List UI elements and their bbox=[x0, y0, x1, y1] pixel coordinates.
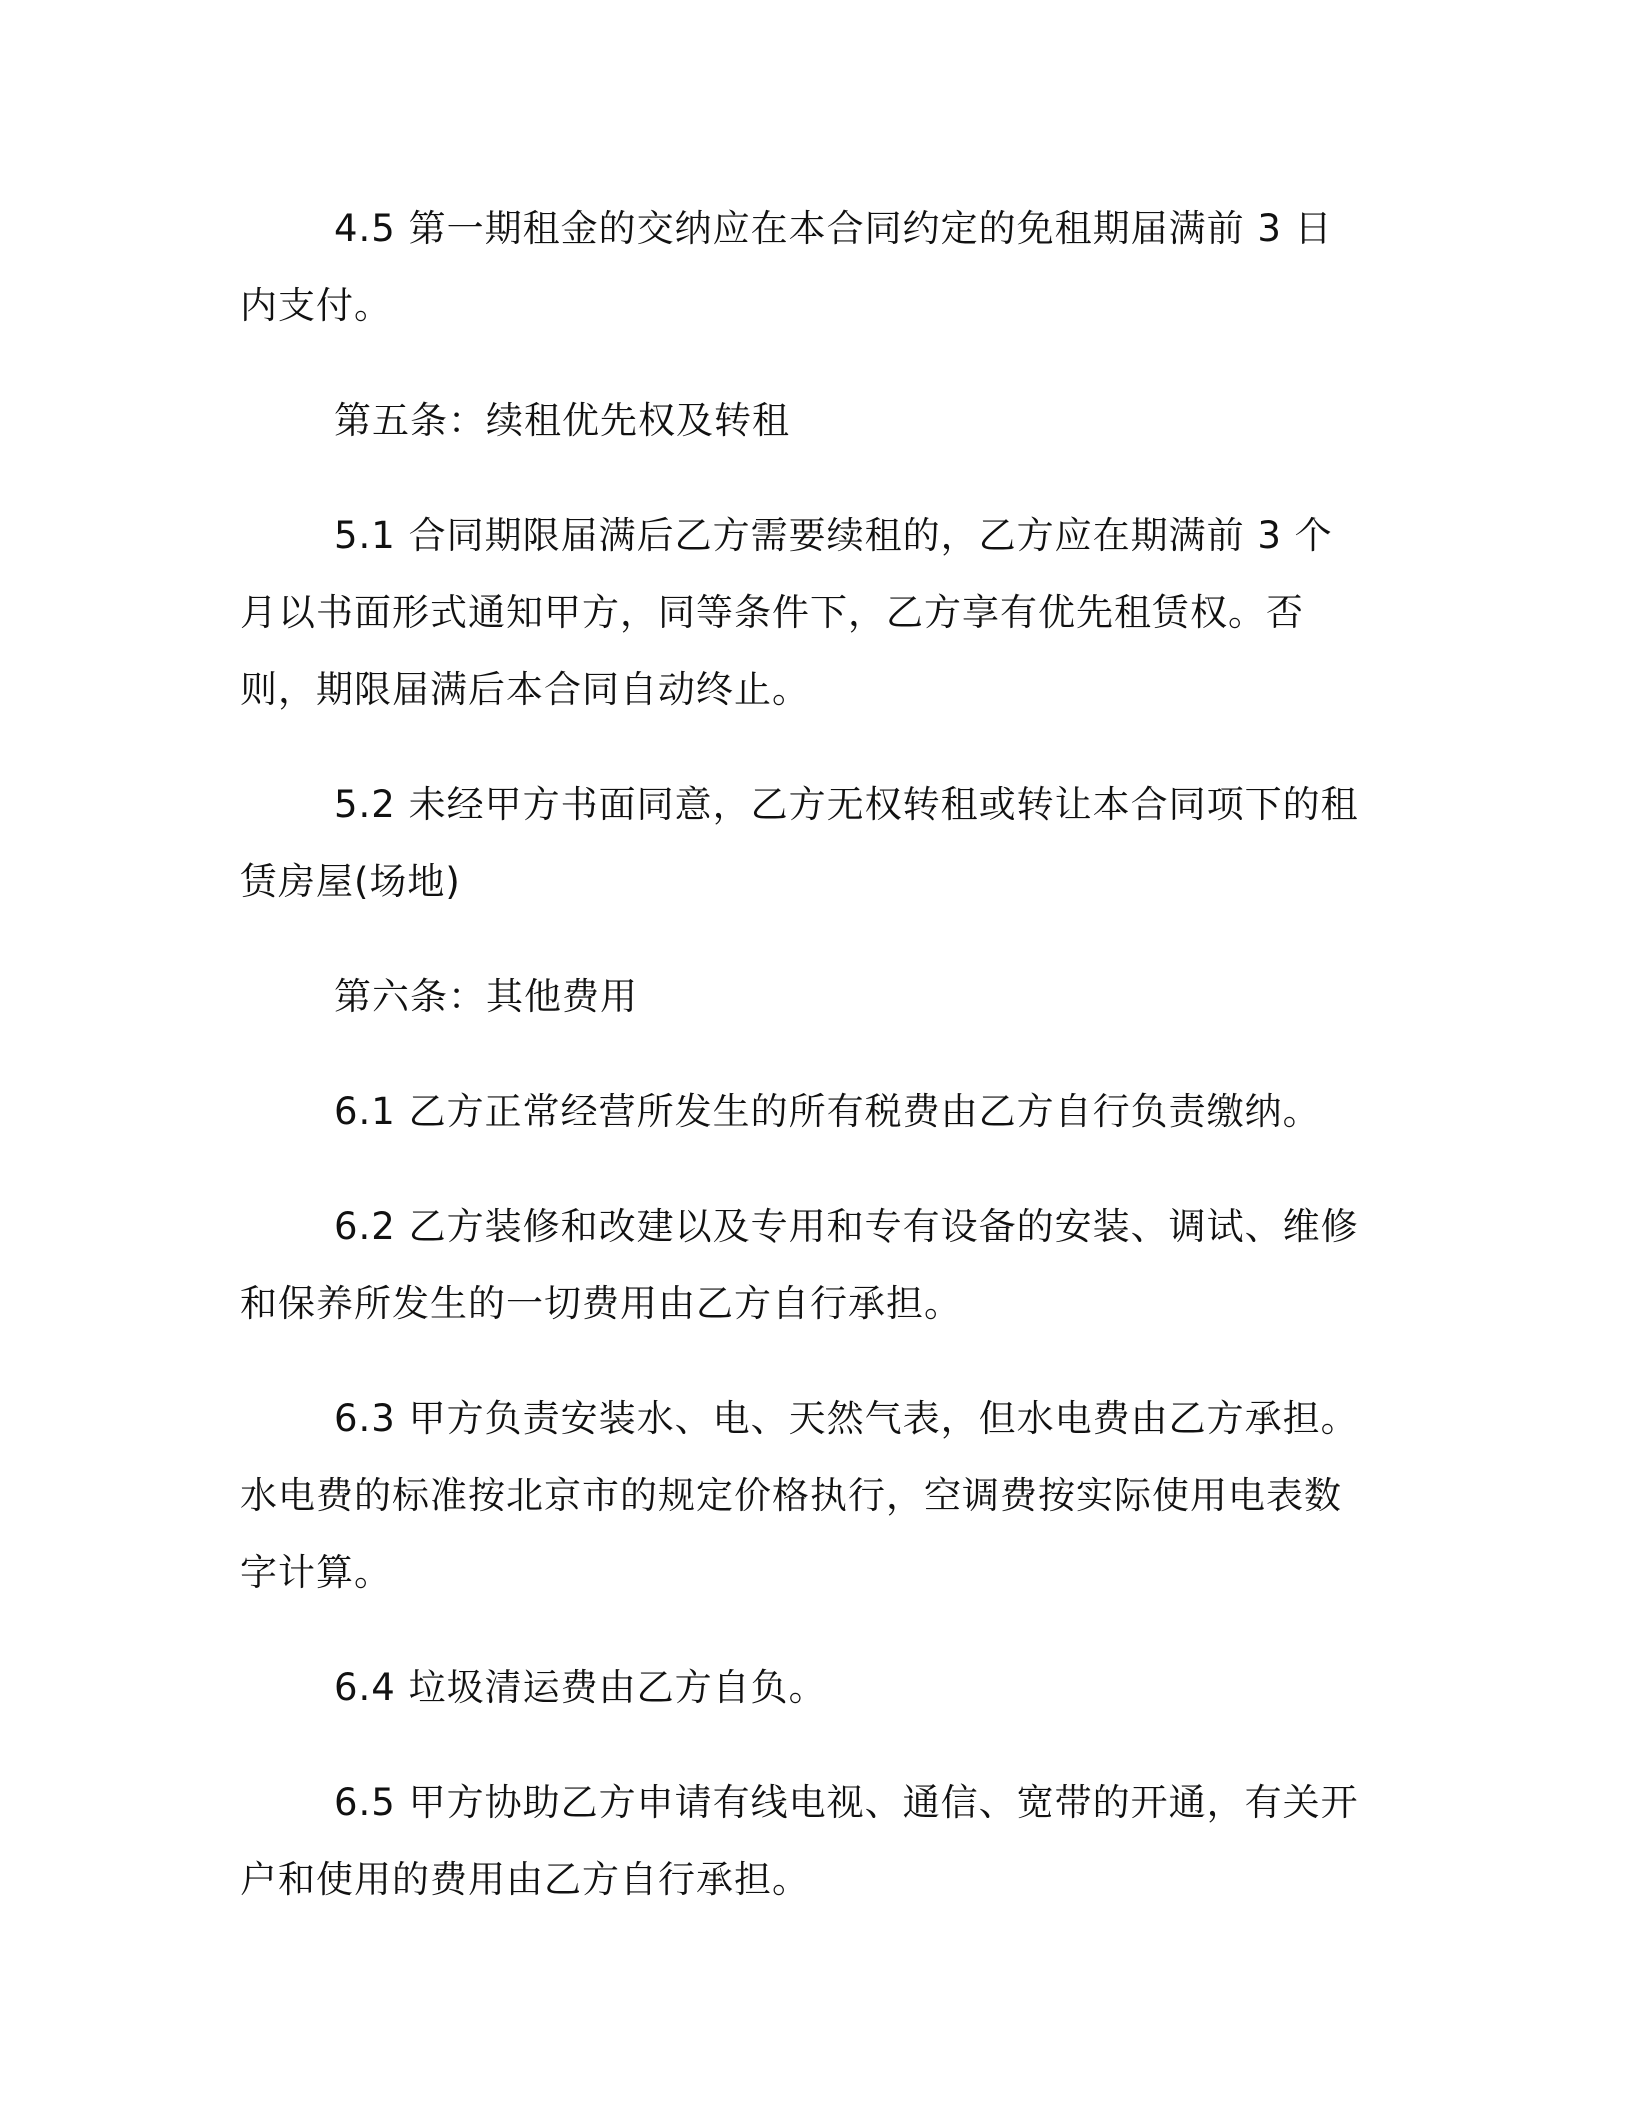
article-5-heading: 第五条：续租优先权及转租 bbox=[334, 399, 790, 442]
document-page bbox=[240, 190, 1370, 1956]
clause-6-2: 6.2 乙方装修和改建以及专用和专有设备的安装、调试、维修和保养所发生的一切费用由乙方自行承担。 bbox=[240, 1205, 1359, 1325]
clause-6-3: 6.3 甲方负责安装水、电、天然气表，但水电费由乙方承担。水电费的标准按北京市的规定价格执行，空调费按实际使用电表数字计算。 bbox=[240, 1397, 1359, 1594]
clause-5-2: 5.2 未经甲方书面同意，乙方无权转租或转让本合同项下的租赁房屋(场地) bbox=[240, 783, 1359, 903]
clause-5-1: 5.1 合同期限届满后乙方需要续租的，乙方应在期满前 3 个月以书面形式通知甲方，同等条件下，乙方享有优先租赁权。否则，期限届满后本合同自动终止。 bbox=[240, 514, 1333, 711]
clause-6-5: 6.5 甲方协助乙方申请有线电视、通信、宽带的开通，有关开户和使用的费用由乙方自行承担。 bbox=[240, 1781, 1359, 1901]
clause-6-1: 6.1 乙方正常经营所发生的所有税费由乙方自行负责缴纳。 bbox=[334, 1090, 1321, 1133]
clause-6-4: 6.4 垃圾清运费由乙方自负。 bbox=[334, 1666, 827, 1709]
clause-4-5: 4.5 第一期租金的交纳应在本合同约定的免租期届满前 3 日内支付。 bbox=[240, 207, 1333, 327]
article-6-heading: 第六条：其他费用 bbox=[334, 975, 638, 1018]
